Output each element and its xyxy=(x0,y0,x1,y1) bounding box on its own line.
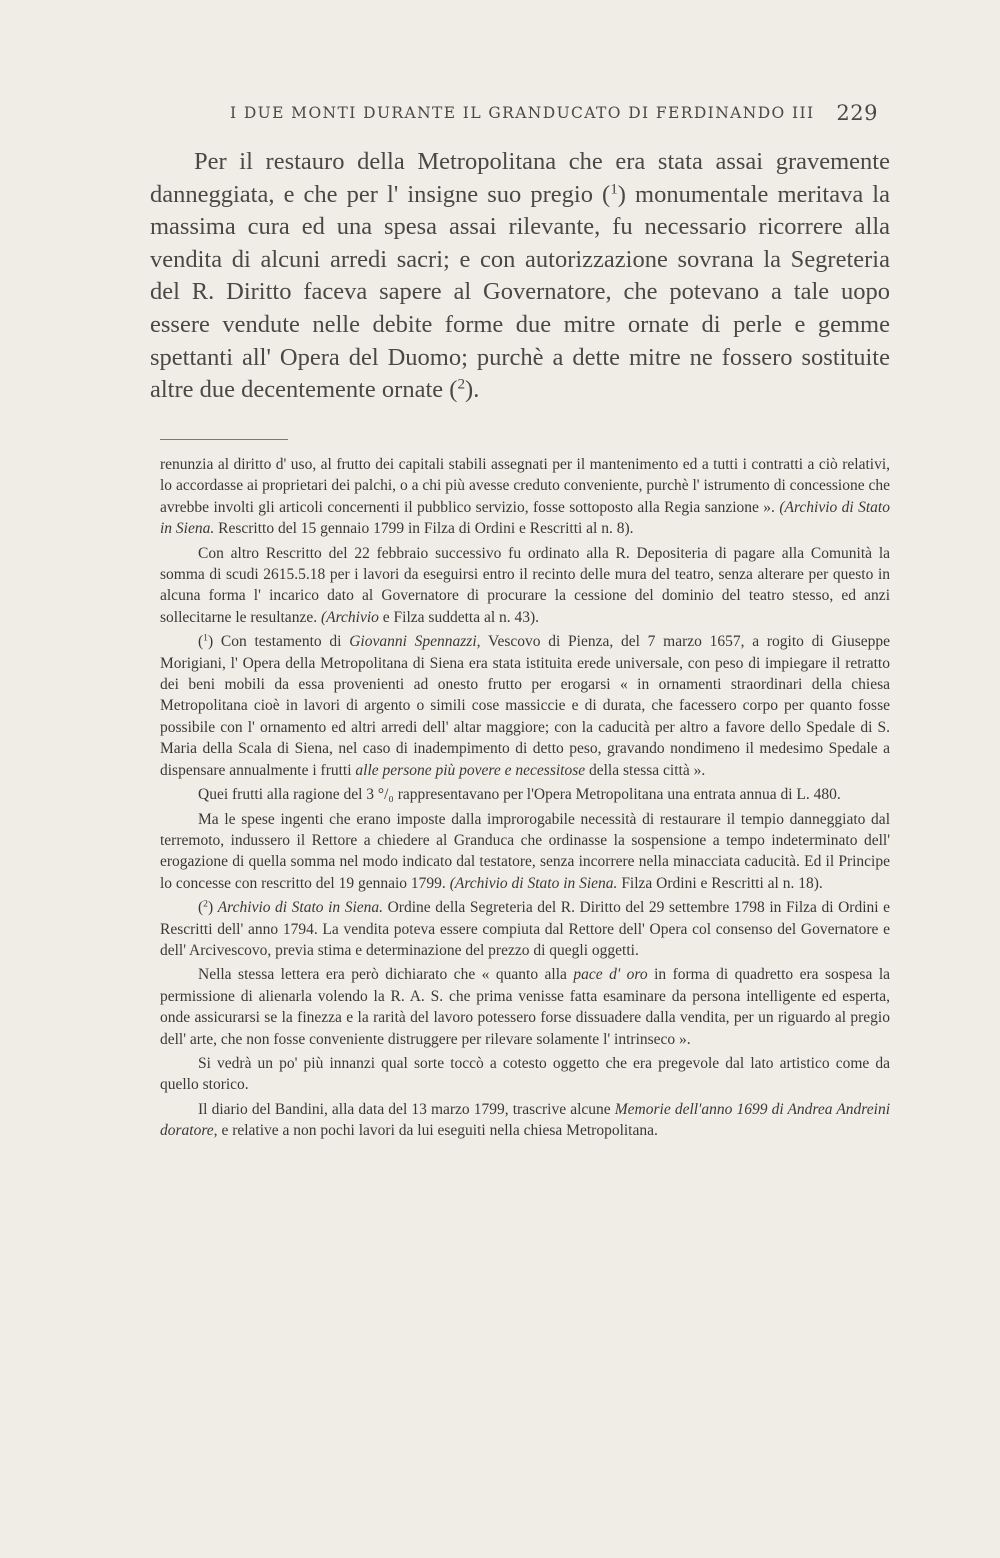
running-header xyxy=(230,101,878,125)
footnote-continuation xyxy=(160,454,890,540)
footnote-text: Con altro Rescritto del 22 febbraio successivo fu ordinato alla R. Depositeria di pagare alla Comunità la somma di scudi 2615.5.18 per i lavori da eseguirsi entro il recinto delle mura del teatro, senza alterare per questo in alcuna forma l' incarico dato al Governatore di procurare la cessione del dominio del teatro stesso, ed anzi sollecitarne le resultanze. xyxy=(160,544,890,626)
footnote-paragraph xyxy=(160,784,890,805)
footnote-paragraph xyxy=(160,809,890,895)
footnote-ref: 1 xyxy=(610,180,618,198)
footnote-name: Giovanni Spennazzi, xyxy=(349,633,481,651)
footnote-paragraph xyxy=(160,1053,890,1096)
footnote-text: e relative a non pochi lavori da lui eseguiti nella chiesa Metropolitana. xyxy=(217,1122,658,1140)
footnote-text: e Filza suddetta al n. 43). xyxy=(378,608,540,626)
main-paragraph xyxy=(150,146,890,407)
main-text-part: ). xyxy=(465,376,480,404)
running-title: I DUE MONTI DURANTE IL GRANDUCATO DI FERDINANDO III xyxy=(230,104,815,122)
footnote-paragraph xyxy=(160,1099,890,1142)
footnote-quote: alle persone più povere e necessitose xyxy=(355,761,586,779)
main-text-part: Per il restauro della Metropolitana che era stata assai gravemente danneggiata, e che per l' insigne suo pregio ( xyxy=(150,148,890,208)
footnote-1: ($^1$) Con testamento di Giovanni Spennazzi, Vescovo di Pienza, del 7 marzo 1657, a rogito di Giuseppe Morigiani, l' Opera della Metropolitana di Siena era stata istituita erede universale, con peso di impiegare il retratto dei beni mobili da essa provenienti ad onesto frutto per erogarsi « in ornamenti straordinari della chiesa Metropolitana cioè in lavori di argento o simili cose massiccie e di durata, che facessero corpo per quanto fosse possibile con l' ornamento ed altri arredi dell' altar maggiore; con la caducità per altro a favore dello Spedale di S. Maria della Scala di Siena, nel caso di inadempimento di detto peso, gravando nondimeno il medesimo Spedale a dispensare annualmente i frutti alle persone più povere e necessitose della stessa città ». xyxy=(160,632,891,779)
footnote-title: Memorie dell'anno 1699 di Andrea Andreini doratore, xyxy=(160,1100,890,1140)
main-text-part: ) monumentale meritava la massima cura ed una spesa assai rilevante, fu necessario ricorrere alla vendita di alcuni arredi sacri; e con autorizzazione sovrana la Segreteria del R. Diritto faceva sapere al Governatore, che potevano a tale uopo essere vendute nelle debite forme due mitre ornate di perle e gemme spettanti all' Opera del Duomo; purchè a dette mitre ne fossero sostituite altre due decentemente ornate ( xyxy=(150,180,890,404)
footnote-text: Rescritto del 15 gennaio 1799 in Filza di Ordini e Rescritti al n. 8). xyxy=(214,520,634,538)
footnote-term: pace d' oro xyxy=(573,966,648,984)
footnote-text: renunzia al diritto d' uso, al frutto dei capitali stabili assegnati per il mantenimento ed a tutti i contratti a ciò relativi, lo accordasse ai proprietari dei palchi, o a chi più avesse creduto conveniente, purchè l' istrumento di concessione che avrebbe involti gli articoli concernenti il pubblico servizio, fosse sottoposto alla Regia sanzione ». xyxy=(160,456,890,516)
footnote-text: Vescovo di Pienza, del 7 marzo 1657, a rogito di Giuseppe Morigiani, l' Opera della Metropolitana di Siena era stata istituita erede universale, con peso di impiegare il retratto dei beni mobili da essa provenienti ad onesto frutto per erogarsi « in ornamenti straordinari della chiesa Metropolitana cioè in lavori di argento o simili cose massiccie e di durata, che facessero corpo per quanto fosse possibile con l' ornamento ed altri arredi dell' altar maggiore; con la caducità per altro a favore dello Spedale di S. Maria della Scala di Siena, nel caso di inadempimento di detto peso, gravando nondimeno il medesimo Spedale a dispensare annualmente i frutti xyxy=(160,633,891,779)
footnote-citation: Archivio di Stato in Siena. xyxy=(217,899,384,917)
footnote-text: Ordine della Segreteria del R. Diritto del 29 settembre 1798 in Filza di Ordini e Rescritti dell' anno 1794. La vendita poteva essere compiuta dal Rettore dell' Opera col consenso del Governatore e dell' Arcivescovo, previa stima e determinazione del prezzo di quegli oggetti. xyxy=(160,899,891,959)
footnote-text: Filza Ordini e Rescritti al n. 18). xyxy=(617,874,823,892)
footnote-ref: 2 xyxy=(457,375,466,393)
footnote-text: Quei frutti alla ragione del 3 °/₀ rappresentavano per l'Opera Metropolitana una entrata annua di L. 480. xyxy=(198,786,841,804)
footnote-paragraph xyxy=(160,964,890,1050)
footnote-citation: (Archivio di Stato in Siena. xyxy=(160,498,890,538)
footnotes xyxy=(160,454,890,1145)
footnote-marker: 2 xyxy=(203,898,208,910)
footnote-citation: (Archivio di Stato in Siena. xyxy=(449,874,618,892)
main-text xyxy=(150,146,890,407)
footnote-separator xyxy=(160,439,288,440)
footnote-paragraph xyxy=(160,543,890,629)
footnote-text: della stessa città ». xyxy=(585,761,706,779)
footnote-text: Si vedrà un po' più innanzi qual sorte toccò a cotesto oggetto che era pregevole dal lato artistico come da quello storico. xyxy=(160,1054,890,1094)
page-number: 229 xyxy=(836,101,878,125)
footnote-text: Il diario del Bandini, alla data del 13 marzo 1799, trascrive alcune xyxy=(198,1100,615,1118)
footnote-text: in forma di quadretto era sospesa la permissione di alienarla volendo la R. A. S. che prima venisse fatta esaminare da persona intelligente ed esperta, onde assicurarsi se la finezza e la rarità del lavoro potessero forse dissuadere dalla vendita, per un riguardo al pregio dell' arte, che non fosse conveniente distruggere per rilevare solamente l' intrinseco ». xyxy=(160,966,891,1048)
footnote-citation: (Archivio xyxy=(320,608,379,626)
footnote-text: Ma le spese ingenti che erano imposte dalla improrogabile necessità di restaurare il tempio danneggiato dal terremoto, indussero il Rettore a chiedere al Granduca che ordinasse la sospensione a tempo indeterminato dell' erogazione di quella somma nel modo indicato dal testatore, senza incorrere nella minacciata caducità. Ed il Principe lo concesse con rescritto del 19 gennaio 1799. xyxy=(160,810,890,892)
footnote-2: ($^2$) Archivio di Stato in Siena. Ordine della Segreteria del R. Diritto del 29 settembre 1798 in Filza di Ordini e Rescritti dell' anno 1794. La vendita poteva essere compiuta dal Rettore dell' Opera col consenso del Governatore e dell' Arcivescovo, previa stima e determinazione del prezzo di quegli oggetti. xyxy=(160,898,891,959)
footnote-marker: 1 xyxy=(203,632,208,644)
footnote-text: Nella stessa lettera era però dichiarato che « quanto alla xyxy=(198,966,574,984)
footnote-text: Con testamento di xyxy=(213,633,350,651)
